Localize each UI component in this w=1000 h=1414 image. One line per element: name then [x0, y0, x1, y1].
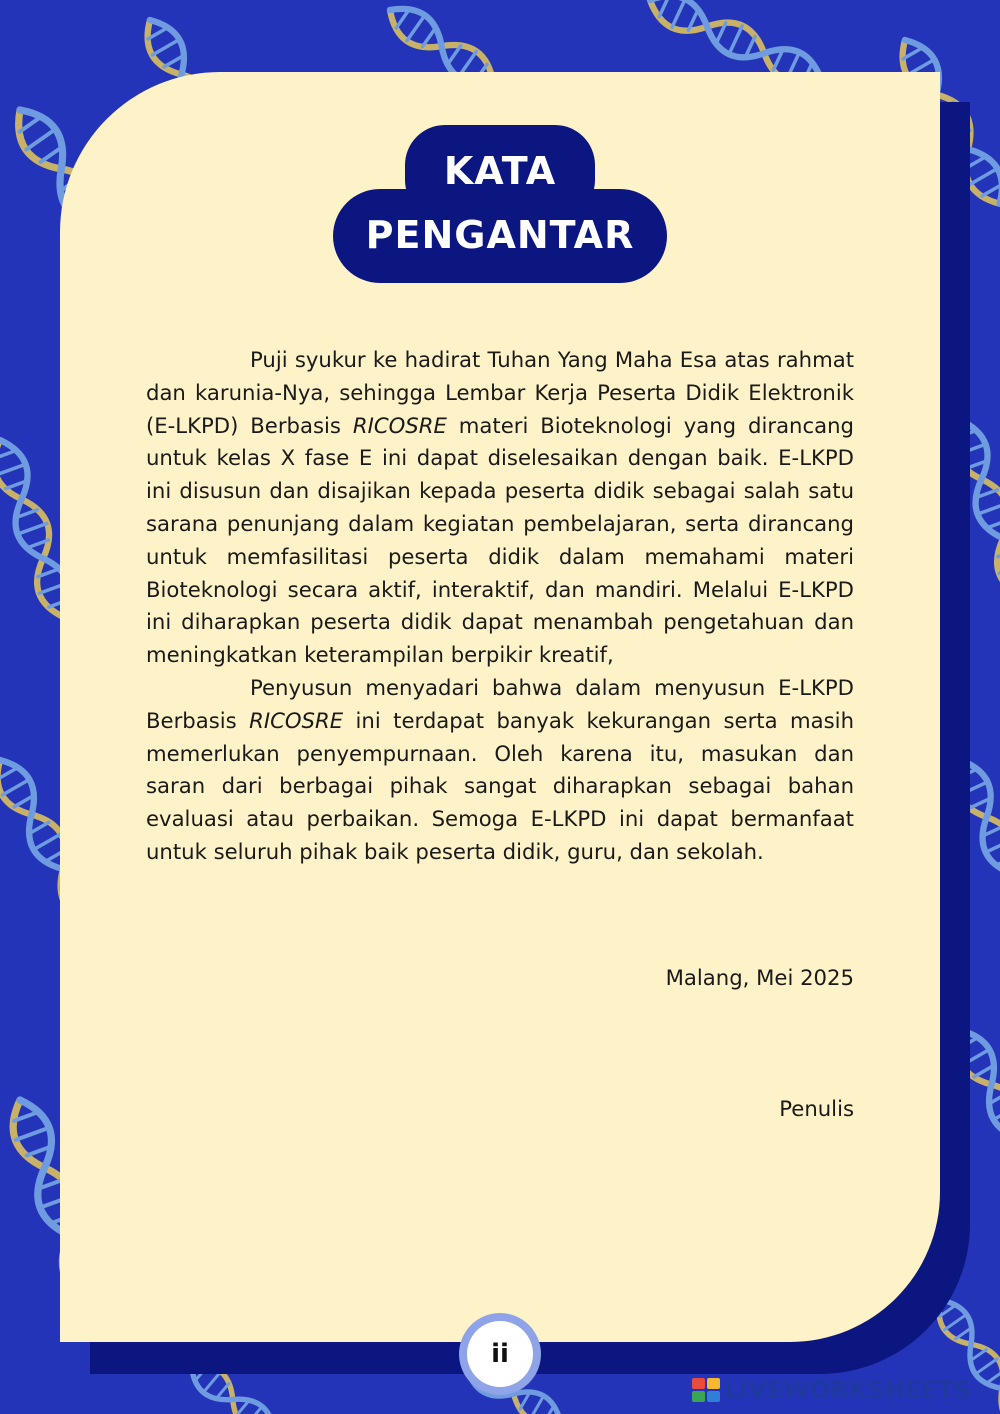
signer: Penulis: [779, 1096, 854, 1121]
title-line-2: PENGANTAR: [365, 213, 635, 257]
title-line-1: KATA: [443, 149, 557, 193]
watermark: [692, 1376, 971, 1404]
preface-body: [146, 344, 854, 869]
page-number: ii: [467, 1321, 533, 1387]
place-date: Malang, Mei 2025: [665, 965, 854, 990]
paragraph-2: [146, 672, 854, 869]
page-title: [333, 125, 667, 283]
paragraph-2-text-a: Penyusun menyadari bahwa dalam menyusun E-LKPD Berbasis: [146, 674, 854, 733]
liveworksheets-logo-icon: [692, 1378, 720, 1402]
paragraph-1-italic: RICOSRE: [352, 412, 447, 438]
paragraph-2-text-b: ini terdapat banyak kekurangan serta masih memerlukan penyempurnaan. Oleh karena itu, masukan dan saran dari berbagai pihak sangat diharapkan sebagai bahan evaluasi atau perbaikan. Semoga E-LKPD ini dapat bermanfaat untuk seluruh pihak baik peserta didik, guru, dan sekolah.: [146, 707, 854, 864]
paragraph-1: [146, 344, 854, 672]
paragraph-2-italic: RICOSRE: [249, 707, 344, 733]
paragraph-1-text-a: Puji syukur ke hadirat Tuhan Yang Maha Esa atas rahmat dan karunia-Nya, sehingga Lembar Kerja Peserta Didik Elektronik (E-LKPD) Berbasis: [146, 347, 854, 438]
paragraph-1-text-b: materi Bioteknologi yang dirancang untuk kelas X fase E ini dapat diselesaikan dengan baik. E-LKPD ini disusun dan disajikan kepada peserta didik sebagai salah satu sarana penunjang dalam kegiatan pembelajaran, serta dirancang untuk memfasilitasi peserta didik dalam memahami materi Bioteknologi secara aktif, interaktif, dan mandiri. Melalui E-LKPD ini diharapkan peserta didik dapat menambah pengetahuan dan meningkatkan keterampilan berpikir kreatif,: [146, 412, 854, 668]
watermark-text: LIVEWORKSHEETS: [724, 1376, 971, 1404]
page-number-badge: [459, 1313, 541, 1395]
